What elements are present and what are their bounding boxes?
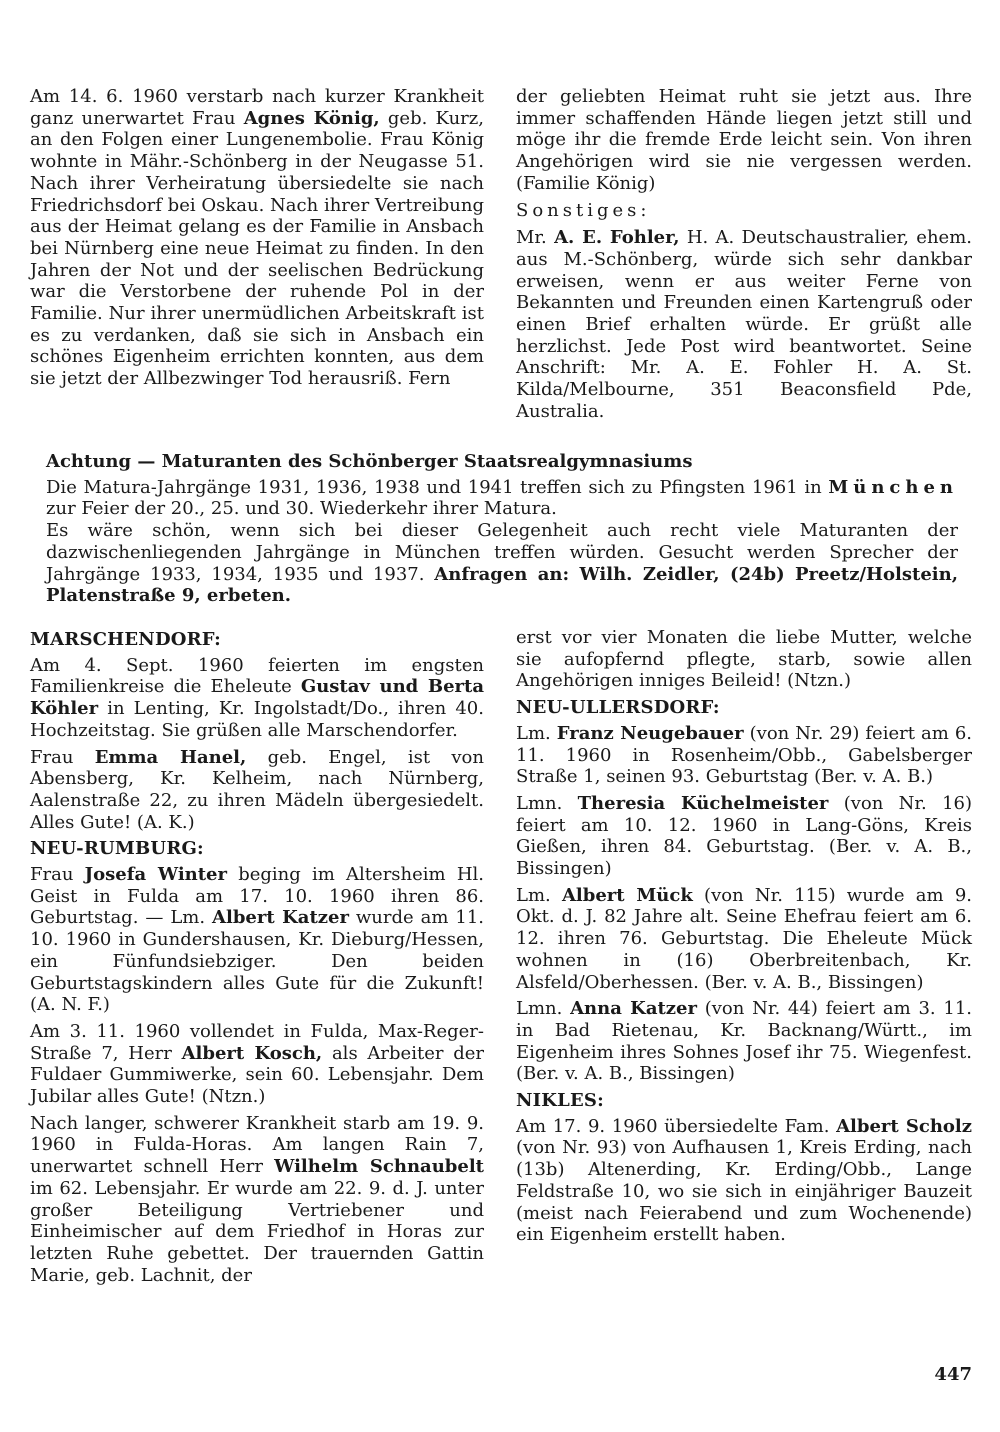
article-koenig-continued: der geliebten Heimat ruht sie jetzt aus. Ihre immer schaffenden Hände liegen jetzt still und möge ihr die fremde Erde leicht sein. Von ihren Angehörigen wird sie nie vergessen werden. (Familie König)	[516, 86, 972, 194]
notice-paragraph-2: Es wäre schön, wenn sich bei dieser Gelegenheit auch recht viele Maturanten der dazwischenliegenden Jahrgänge in München treffen würden. Gesucht werden Sprecher der Jahrgänge 1933, 1934, 1935 und 1937. Anfragen an: Wilh. Zeidler, (24b) Preetz/Holstein, Platenstraße 9, erbeten.	[46, 520, 958, 607]
notice-maturanten	[46, 451, 958, 607]
section-heading-neu-ullersdorf: NEU-ULLERSDORF:	[516, 697, 720, 719]
notice-city: München	[828, 476, 958, 498]
section-heading-neu-rumburg: NEU-RUMBURG:	[30, 838, 204, 860]
person-name: Albert Mück	[561, 884, 693, 906]
person-name: Wilhelm Schnaubelt	[274, 1156, 484, 1178]
column-bottom-right	[516, 627, 972, 1250]
notice-title: Achtung — Maturanten des Schönberger Staatsrealgymnasiums	[46, 451, 693, 472]
section-heading-sonstiges: Sonstiges:	[516, 199, 651, 221]
person-name: Agnes König,	[243, 107, 380, 129]
article-mueck: Lm. Albert Mück (von Nr. 115) wurde am 9. Okt. d. J. 82 Jahre alt. Seine Ehefrau feiert am 6. 12. ihren 76. Geburtstag. Die Eheleute Mück wohnen in (16) Oberbreitenbach, Kr. Alsfeld/Oberhessen. (Ber. v. A. B., Bissingen)	[516, 884, 972, 993]
person-name: Josefa Winter	[84, 864, 227, 886]
article-anna-katzer: Lmn. Anna Katzer (von Nr. 44) feiert am 3. 11. in Bad Rietenau, Kr. Backnang/Württ., im Eigenheim ihres Sohnes Josef ihr 75. Wiegenfest. (Ber. v. A. B., Bissingen)	[516, 998, 972, 1085]
person-name: Anna Katzer	[570, 998, 697, 1020]
article-winter-katzer: Frau Josefa Winter beging im Altersheim Hl. Geist in Fulda am 17. 10. 1960 ihren 86. Geburtstag. — Lm. Albert Katzer wurde am 11. 10. 1960 in Gundershausen, Kr. Dieburg/Hessen, ein Fünfundsiebziger. Den beiden Geburtstagskindern alles Gute für die Zukunft! (A. N. F.)	[30, 864, 485, 1016]
person-name: Albert Katzer	[212, 907, 349, 929]
person-name: Albert Kosch,	[181, 1042, 323, 1064]
notice-paragraph-1: Die Matura-Jahrgänge 1931, 1936, 1938 und 1941 treffen sich zu Pfingsten 1961 in München zur Feier der 20., 25. und 30. Wiederkehr ihrer Matura.	[46, 476, 958, 520]
person-name: Franz Neugebauer	[556, 722, 744, 744]
article-schnaubelt: Nach langer, schwerer Krankheit starb am 19. 9. 1960 in Fulda-Horas. Am langen Rain 7, unerwartet schnell Herr Wilhelm Schnaubelt im 62. Lebensjahr. Er wurde am 22. 9. d. J. unter großer Beteiligung Vertriebener und Einheimischer auf dem Friedhof in Horas zur letzten Ruhe gebettet. Der trauernden Gattin Marie, geb. Lachnit, der	[30, 1112, 484, 1286]
person-name: A. E. Fohler,	[554, 227, 680, 249]
column-top-left	[30, 86, 484, 394]
page-number: 447	[934, 1364, 972, 1385]
person-name: Gustav und Berta Köhler	[30, 676, 485, 720]
section-heading-marschendorf: MARSCHENDORF:	[30, 629, 221, 650]
article-scholz: Am 17. 9. 1960 übersiedelte Fam. Albert Scholz (von Nr. 93) von Aufhausen 1, Kreis Erding, nach (13b) Altenerding, Kr. Erding/Obb., Lange Feldstraße 10, wo sie sich in einjähriger Bauzeit (meist nach Feierabend und zum Wochenende) ein Eigenheim erstellt haben.	[516, 1115, 972, 1246]
column-top-right	[516, 86, 972, 427]
article-neugebauer: Lm. Franz Neugebauer (von Nr. 29) feiert am 6. 11. 1960 in Rosenheim/Obb., Gabelsberger Straße 1, seinen 93. Geburtstag (Ber. v. A. B.)	[516, 722, 972, 788]
article-fohler: Mr. A. E. Fohler, H. A. Deutschaustralier, ehem. aus M.-Schönberg, würde sich sehr dankbar erweisen, wenn er aus weiter Ferne von Bekannten und Freunden einen Kartengruß oder einen Brief erhalten würde. Er grüßt alle herzlichst. Jede Post wird beantwortet. Seine Anschrift: Mr. A. E. Fohler H. A. St. Kilda/Melbourne, 351 Beaconsfield Pde, Australia.	[516, 227, 972, 422]
article-hanel: Frau Emma Hanel, geb. Engel, ist von Abensberg, Kr. Kelheim, nach Nürnberg, Aalenstraße 22, zu ihren Mädeln übergesiedelt. Alles Gute! (A. K.)	[30, 746, 484, 833]
person-name: Emma Hanel,	[94, 746, 247, 768]
article-koehler: Am 4. Sept. 1960 feierten im engsten Familienkreise die Eheleute Gustav und Berta Köhler in Lenting, Kr. Ingolstadt/Do., ihren 40. Hochzeitstag. Sie grüßen alle Marschendorfer.	[30, 654, 485, 741]
person-name: Theresia Küchelmeister	[577, 792, 829, 814]
article-kosch: Am 3. 11. 1960 vollendet in Fulda, Max-Reger-Straße 7, Herr Albert Kosch, als Arbeiter der Fuldaer Gummiwerke, sein 60. Lebensjahr. Dem Jubilar alles Gute! (Ntzn.)	[30, 1020, 484, 1108]
person-name: Albert Scholz	[836, 1115, 972, 1137]
article-kuechelmeister: Lmn. Theresia Küchelmeister (von Nr. 16) feiert am 10. 12. 1960 in Lang-Göns, Kreis Gießen, ihren 84. Geburtstag. (Ber. v. A. B., Bissingen)	[516, 792, 973, 880]
section-heading-nikles: NIKLES:	[516, 1090, 604, 1112]
column-bottom-left	[30, 627, 484, 1290]
article-schnaubelt-continued: erst vor vier Monaten die liebe Mutter, welche sie aufopfernd pflegte, starb, sowie allen Angehörigen inniges Beileid! (Ntzn.)	[516, 627, 972, 692]
notice-contact: Anfragen an: Wilh. Zeidler, (24b) Preetz/Holstein, Platenstraße 9, erbeten.	[46, 563, 958, 607]
article-koenig: Am 14. 6. 1960 verstarb nach kurzer Krankheit ganz unerwartet Frau Agnes König, geb. Kurz, an den Folgen einer Lungenembolie. Frau König wohnte in Mähr.-Schönberg in der Neugasse 51. Nach ihrer Verheiratung übersiedelte sie nach Friedrichsdorf bei Oskau. Nach ihrer Vertreibung aus der Heimat gelang es der Familie in Ansbach bei Nürnberg eine neue Heimat zu finden. In den Jahren der Not und der seelischen Bedrückung war die Verstorbene der ruhende Pol in der Familie. Nur ihrer unermüdlichen Arbeitskraft ist es zu verdanken, daß sie sich in Ansbach ein schönes Eigenheim errichten konnten, aus dem sie jetzt der Allbezwinger Tod herausriß. Fern	[30, 86, 484, 390]
